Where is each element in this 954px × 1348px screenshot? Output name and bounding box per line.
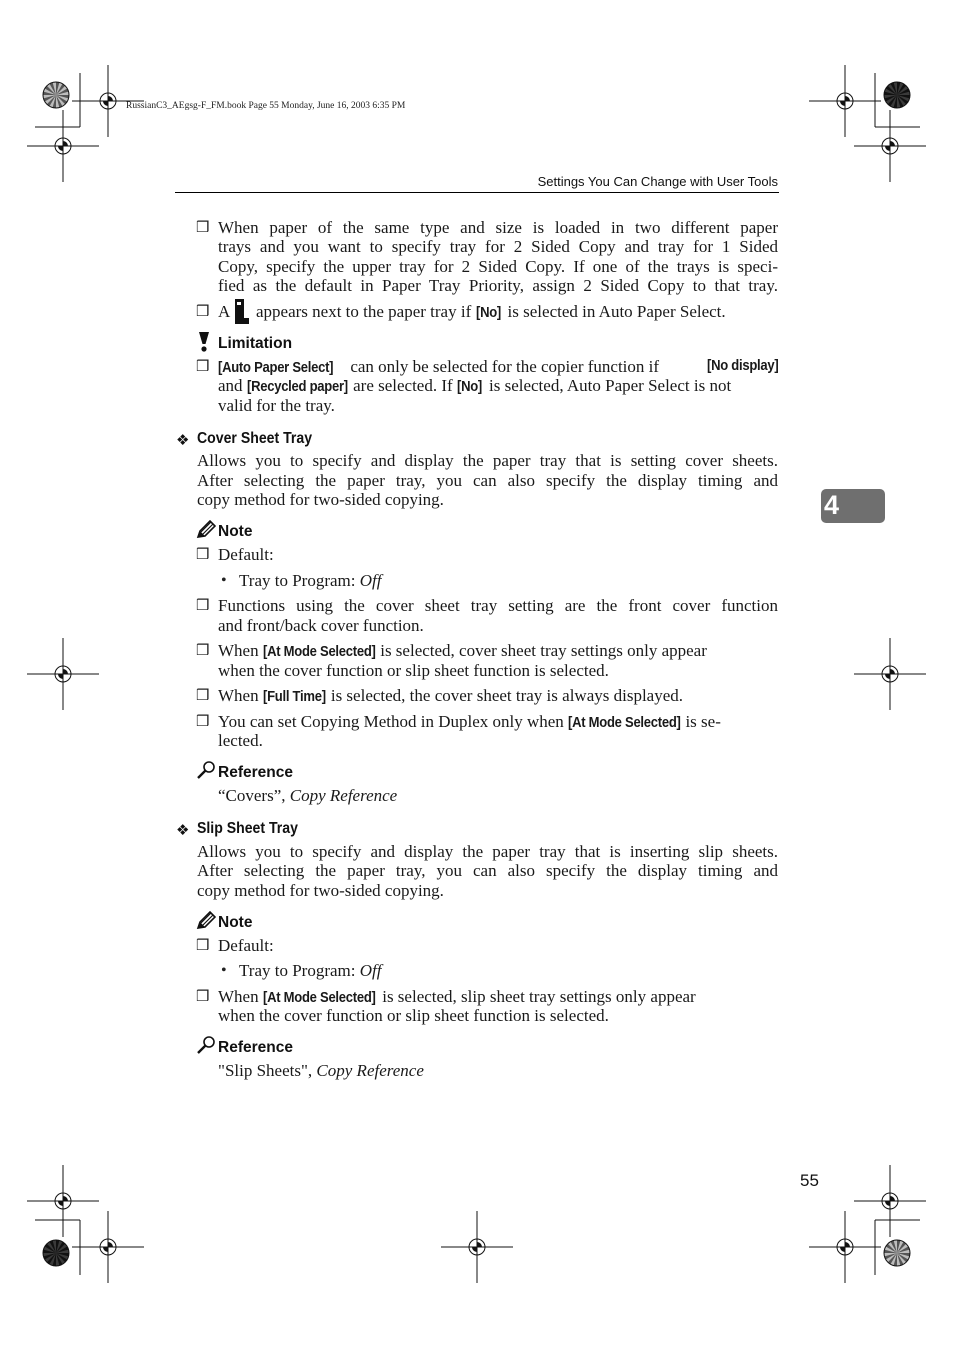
- full-time-key: [Full Time]: [262, 689, 326, 705]
- cover-duplex-line1: [218, 712, 721, 733]
- slip-desc-line3: copy method for two-sided copying.: [197, 881, 444, 900]
- limitation-line1: [218, 357, 778, 378]
- slip-default-item-value: Off: [359, 961, 382, 980]
- limitation-line1-text: can only be selected for the copier function if: [350, 357, 660, 376]
- registration-mark-icon: [854, 110, 926, 182]
- intro-item2-pre: A: [218, 302, 231, 321]
- limitation-line3: valid for the tray.: [218, 396, 335, 415]
- slip-desc-line1: Allows you to specify and display the paper tray that is inserting slip sheets.: [197, 842, 778, 861]
- cover-functions-line2: and front/back cover function.: [218, 616, 424, 635]
- paper-tray-icon: [233, 298, 251, 326]
- at-mode-selected-key: [At Mode Selected]: [262, 990, 376, 1006]
- checkbox-icon: ❒: [196, 712, 210, 730]
- registration-mark-icon: [809, 65, 881, 137]
- cover-duplex-tail: is se-: [685, 712, 721, 731]
- checkbox-icon: ❒: [196, 686, 210, 704]
- color-wheel-icon: [884, 82, 910, 108]
- auto-paper-select-key: [Auto Paper Select]: [218, 360, 334, 376]
- cover-atmode-when: When: [218, 641, 259, 660]
- cover-reference-text: [218, 786, 397, 805]
- cover-fulltime-when: When: [218, 686, 259, 705]
- checkbox-icon: ❒: [196, 641, 210, 659]
- cover-fulltime-line: [218, 686, 683, 707]
- reference-magnifier-icon: [196, 1035, 216, 1055]
- at-mode-selected-key: [At Mode Selected]: [262, 644, 376, 660]
- color-wheel-icon: [43, 1240, 69, 1266]
- limitation-line2-text: are selected. If: [353, 376, 453, 395]
- chapter-number: 4: [824, 490, 840, 520]
- cover-default-item: [239, 571, 381, 590]
- page-number: 55: [800, 1171, 819, 1190]
- slip-default-item: [239, 961, 381, 980]
- cover-reference-quoted: “Covers”,: [218, 786, 286, 805]
- reference-magnifier-icon: [196, 760, 216, 780]
- cover-atmode-line1: [218, 641, 707, 662]
- limitation-line2: [218, 376, 731, 397]
- color-wheel-icon: [884, 1240, 910, 1266]
- cover-duplex-text: You can set Copying Method in Duplex only when: [218, 712, 564, 731]
- registration-mark-icon: [854, 638, 926, 710]
- checkbox-icon: ❒: [196, 218, 210, 236]
- cover-default-item-value: Off: [359, 571, 382, 590]
- cover-default-item-label: Tray to Program:: [239, 571, 356, 590]
- limitation-exclamation-icon: [196, 331, 212, 353]
- slip-note-heading: Note: [218, 914, 253, 931]
- running-header: Settings You Can Change with User Tools: [537, 174, 778, 189]
- intro-item1-line3: Copy, specify the upper tray for 2 Sided Copy. If one of the trays is speci-: [218, 257, 778, 276]
- intro-item1-line2: trays and you want to specify tray for 2 Sided Copy and tray for 1 Sided: [218, 237, 778, 256]
- cover-default-label: Default:: [218, 545, 274, 564]
- registration-mark-icon: [809, 1211, 881, 1283]
- cover-desc-line1: Allows you to specify and display the paper tray that is setting cover sheets.: [197, 451, 778, 470]
- slip-default-item-label: Tray to Program:: [239, 961, 356, 980]
- registration-mark-icon: [27, 110, 99, 182]
- chapter-tab: [821, 489, 885, 523]
- checkbox-icon: ❒: [196, 987, 210, 1005]
- cover-fulltime-text: is selected, the cover sheet tray is always displayed.: [330, 686, 684, 705]
- slip-reference-book: Copy Reference: [316, 1061, 424, 1080]
- recycled-paper-key: [Recycled paper]: [246, 379, 348, 395]
- checkbox-icon: ❒: [196, 302, 210, 320]
- limitation-line2-and: and: [218, 376, 243, 395]
- cover-duplex-line2: lected.: [218, 731, 263, 750]
- no-display-key: [No display]: [706, 358, 779, 374]
- checkbox-icon: ❒: [196, 596, 210, 614]
- cover-functions-line1: Functions using the cover sheet tray setting are the front cover function: [218, 596, 778, 615]
- color-wheel-icon: [43, 82, 69, 108]
- cover-atmode-line2: when the cover function or slip sheet function is selected.: [218, 661, 609, 680]
- slip-default-label: Default:: [218, 936, 274, 955]
- at-mode-selected-key: [At Mode Selected]: [568, 715, 681, 731]
- cover-atmode-text: is selected, cover sheet tray settings only appear: [380, 641, 707, 660]
- intro-item2-mid: appears next to the paper tray if: [256, 302, 472, 321]
- slip-atmode-text: is selected, slip sheet tray settings only appear: [382, 987, 696, 1006]
- cover-desc-line2: After selecting the paper tray, you can also specify the display timing and: [197, 471, 778, 490]
- slip-sheet-title: Slip Sheet Tray: [197, 820, 298, 837]
- registration-mark-icon: [441, 1211, 513, 1283]
- no-key-label: [No]: [456, 379, 482, 395]
- slip-atmode-line1: [218, 987, 778, 1008]
- note-pencil-icon: [196, 520, 216, 540]
- registration-mark-icon: [854, 1165, 926, 1237]
- bullet-icon: •: [221, 962, 227, 979]
- no-key-label: [No]: [475, 305, 501, 321]
- section-diamond-icon: ❖: [176, 821, 190, 839]
- checkbox-icon: ❒: [196, 357, 210, 375]
- intro-item2-text: [256, 302, 726, 323]
- bullet-icon: •: [221, 572, 227, 589]
- intro-item1-line4: fied as the default in Paper Tray Priority, assign 2 Sided Copy to that tray.: [218, 276, 778, 295]
- checkbox-icon: ❒: [196, 936, 210, 954]
- cover-reference-book: Copy Reference: [289, 786, 398, 805]
- cover-reference-heading: Reference: [218, 764, 293, 781]
- slip-reference-heading: Reference: [218, 1039, 293, 1056]
- intro-item2-post: is selected in Auto Paper Select.: [507, 302, 726, 321]
- print-info: RussianC3_AEgsg-F_FM.book Page 55 Monday, June 16, 2003 6:35 PM: [126, 101, 406, 111]
- slip-atmode-when: When: [218, 987, 259, 1006]
- registration-mark-icon: [27, 638, 99, 710]
- header-rule: [175, 192, 779, 193]
- checkbox-icon: ❒: [196, 545, 210, 563]
- cover-note-heading: Note: [218, 523, 253, 540]
- registration-mark-icon: [27, 1165, 99, 1237]
- slip-atmode-line2: when the cover function or slip sheet function is selected.: [218, 1006, 609, 1025]
- section-diamond-icon: ❖: [176, 431, 190, 449]
- intro-item1-line1: When paper of the same type and size is loaded in two different paper: [218, 218, 778, 237]
- slip-reference-quoted: "Slip Sheets",: [218, 1061, 313, 1080]
- limitation-line2-tail: is selected, Auto Paper Select is not: [488, 376, 732, 395]
- cover-sheet-title: Cover Sheet Tray: [197, 430, 313, 447]
- limitation-heading: Limitation: [218, 335, 293, 352]
- cover-desc-line3: copy method for two-sided copying.: [197, 490, 444, 509]
- registration-mark-icon: [72, 1211, 144, 1283]
- note-pencil-icon: [196, 911, 216, 931]
- slip-reference-text: [218, 1061, 424, 1080]
- slip-desc-line2: After selecting the paper tray, you can also specify the display timing and: [197, 861, 778, 880]
